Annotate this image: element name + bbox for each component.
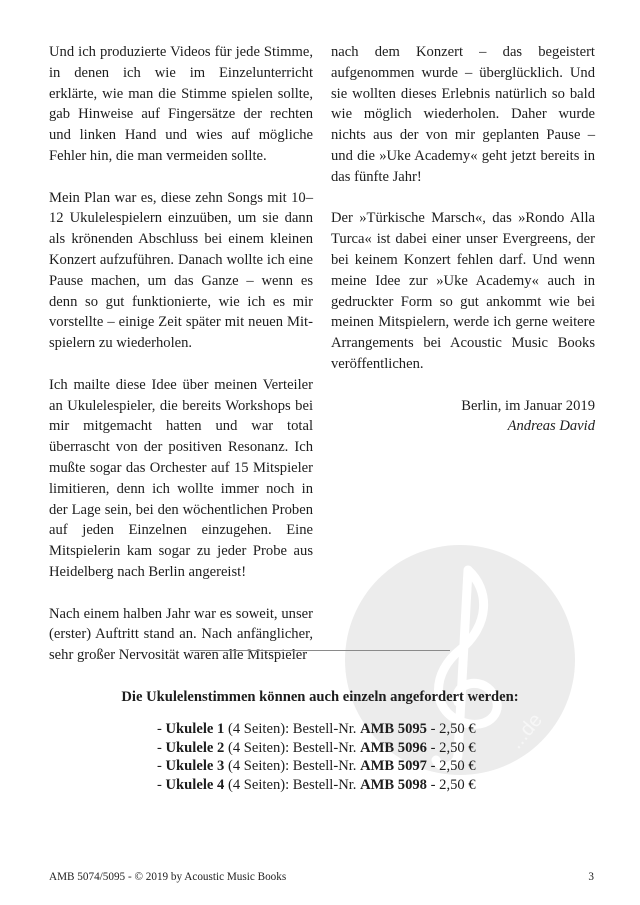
left-paragraph-3: Ich mailte diese Idee über meinen Verteiler an Ukulelespieler, die bereits Workshops bei mir mitgemacht hatten und war total überrascht von der positiven Resonanz. Ich mußte sogar das Orchester auf 15 Mitspieler limitieren, denn ich wollte immer noch in der Lage sein, bei den wöchentlichen Proben auf jeden Einzelnen einzugehen. Eine Mitspielerin kam sogar zu jeder Probe aus Heidelberg nach Berlin angereist!	[49, 376, 313, 580]
right-paragraph-1: nach dem Konzert – das begeistert aufgenommen wurde – überglücklich. Und sie wollten dieses Erlebnis natürlich so bald wie möglich wiederholen. Daher wurde nichts aus der von mir geplanten Pause – und die »Uke Academy« geht jetzt bereits in das fünfte Jahr!	[331, 44, 595, 185]
order-item-name: Ukulele 4	[165, 776, 225, 793]
order-item-pages: (4 Seiten): Bestell-Nr.	[227, 776, 357, 793]
order-item-number: AMB 5097	[360, 758, 427, 774]
left-paragraph-2: Mein Plan war es, diese zehn Songs mit 10–12 Ukulelespielern einzuüben, um sie dann als krönenden Abschluss bei einem kleinen Konzert aufzuführen. Danach wollte ich eine Pause machen, um das Ganze – wenn es denn so gut funktionierte, wie ich es mir vorstellte – einige Zeit später mit neuen Mitspielern zu wiederholen.	[49, 189, 313, 352]
order-item: - Ukulele 2 (4 Seiten): Bestell-Nr. AMB 5096 - 2,50 €	[157, 739, 476, 756]
order-item-name: Ukulele 2	[165, 739, 225, 756]
order-item-number: AMB 5096	[360, 739, 427, 756]
section-divider	[190, 650, 450, 651]
order-heading: Die Ukulelenstimmen können auch einzeln angefordert werden:	[121, 689, 519, 705]
order-item-price: - 2,50 €	[430, 758, 476, 774]
order-item-name: Ukulele 3	[165, 758, 225, 774]
order-item: - Ukulele 4 (4 Seiten): Bestell-Nr. AMB 5098 - 2,50 €	[157, 776, 476, 793]
order-item-number: AMB 5095	[360, 721, 427, 737]
left-column	[49, 42, 313, 687]
left-paragraph-4: Nach einem halben Jahr war es soweit, unser (erster) Auftritt stand an. Nach anfänglicher, sehr großer Nervosität waren alle Mitspieler	[49, 605, 313, 664]
order-item-price: - 2,50 €	[430, 739, 476, 756]
footer-copyright: AMB 5074/5095 - © 2019 by Acoustic Music Books	[49, 871, 287, 883]
order-item-price: - 2,50 €	[430, 721, 476, 737]
order-item: - Ukulele 1 (4 Seiten): Bestell-Nr. AMB 5095 - 2,50 €	[157, 721, 476, 737]
order-item-pages: (4 Seiten): Bestell-Nr.	[227, 739, 357, 756]
order-list	[157, 720, 640, 794]
signature-place-date: Berlin, im Januar 2019	[461, 397, 595, 414]
signature	[331, 396, 595, 438]
order-box	[0, 689, 640, 794]
order-item-name: Ukulele 1	[165, 721, 225, 737]
page-number: 3	[588, 871, 594, 883]
order-item-pages: (4 Seiten): Bestell-Nr.	[227, 721, 357, 737]
order-item: - Ukulele 3 (4 Seiten): Bestell-Nr. AMB 5097 - 2,50 €	[157, 758, 476, 774]
order-item-number: AMB 5098	[360, 776, 427, 793]
order-item-pages: (4 Seiten): Bestell-Nr.	[227, 758, 357, 774]
right-paragraph-2: Der »Türkische Marsch«, das »Rondo Alla Turca« ist dabei einer unser Evergreens, der bei keinem Konzert fehlen darf. Und wenn meine Idee zur »Uke Academy« auch in gedruckter Form so gut ankommt wie bei meinen Mitspielern, werde ich gerne weitere Arrangements bei Acoustic Music Books veröffentlichen.	[331, 210, 595, 372]
signature-author: Andreas David	[507, 418, 595, 435]
right-column	[331, 42, 595, 437]
left-paragraph-1: Und ich produzierte Videos für jede Stimme, in denen ich wie im Einzelunterricht erklärte, wie man die Stimme spielen sollte, gab Hinweise auf Fingersätze der rechten und linken Hand und wies auf mögliche Fehler hin, die man vermeiden sollte.	[49, 44, 313, 164]
order-item-price: - 2,50 €	[430, 776, 476, 793]
watermark-text: ...de	[504, 709, 547, 754]
